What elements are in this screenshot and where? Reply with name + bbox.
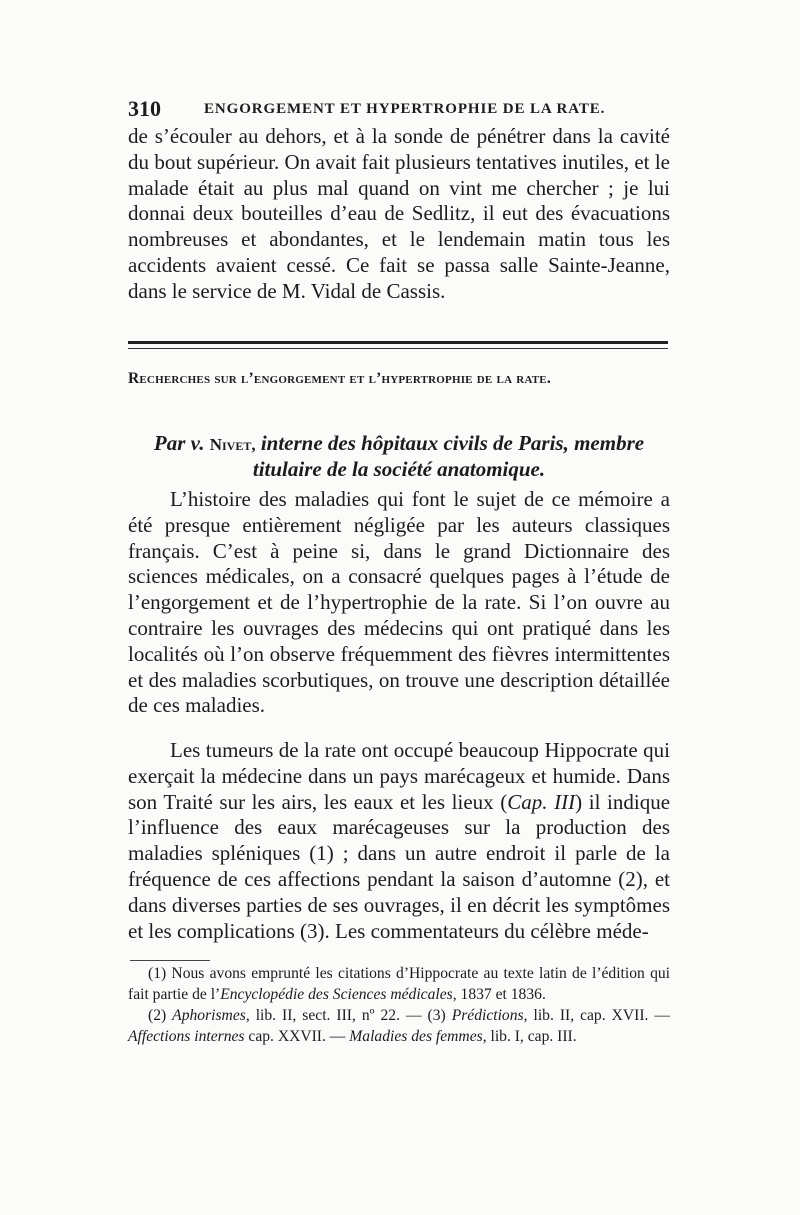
byline-author: Nivet,	[209, 435, 256, 454]
footnote-1-title: Encyclopédie des Sciences médicales	[220, 986, 453, 1003]
footnote-2-affections: Affections internes	[128, 1028, 245, 1045]
chapter-reference: Cap. III	[507, 789, 576, 814]
byline	[128, 431, 670, 482]
footnote-2	[128, 1005, 670, 1047]
running-head: ENGORGEMENT ET HYPERTROPHIE DE LA RATE.	[204, 101, 606, 117]
footnote-rule	[130, 960, 210, 961]
footnotes	[128, 963, 670, 1047]
footnote-2-ref2: , lib. II, cap. XVII. —	[523, 1007, 670, 1024]
paragraph-hippocrate-part1: Les tumeurs de la rate ont occupé beaucoup Hippocrate qui exerçait la médecine dans un pays marécageux et humide. Dans son Traité sur les airs, les eaux et les lieux (	[128, 738, 670, 814]
section-title: Recherches sur l’engorgement et l’hypertrophie de la rate.	[128, 370, 551, 387]
paragraph-hippocrate-part2: ) il indique l’influence des eaux marécageuses sur la production des maladies spléniques (1) ; dans un autre endroit il parle de la fréquence de ces affections pendant la saison d’automne (2), et dans diverses parties de ses ouvrages, il en décrit les symptômes et les complications (3). Les commentateurs du célèbre méde-	[128, 789, 671, 943]
page-number: 310	[128, 96, 161, 121]
footnote-1	[128, 963, 670, 1005]
paragraph-hippocrate	[128, 738, 670, 944]
footnote-2-ref4: , lib. I, cap. III.	[482, 1028, 577, 1045]
byline-affiliation: interne des hôpitaux civils de Paris, membre	[255, 431, 645, 455]
paragraph-intro: L’histoire des maladies qui font le sujet de ce mémoire a été presque entièrement négligée par les auteurs classiques français. C’est à peine si, dans le grand Dictionnaire des sciences médicales, on a consacré quelques pages à l’étude de l’engorgement et de l’hypertrophie de la rate. Si l’on ouvre au contraire les ouvrages des médecins qui ont pratiqué dans les localités où l’on observe fréquemment des fièvres intermittentes et des maladies scorbutiques, on trouve une description détaillée de ces maladies.	[128, 487, 670, 718]
paragraph-continuation: de s’écouler au dehors, et à la sonde de pénétrer dans la cavité du bout supérieur. On avait fait plusieurs tentatives inutiles, et le malade était au plus mal quand on vint me chercher ; je lui donnai deux bouteilles d’eau de Sedlitz, il eut des évacuations nombreuses et abondantes, et le lendemain matin tous les accidents avaient cessé. Ce fait se passa salle Sainte-Jeanne, dans le service de M. Vidal de Cassis.	[128, 124, 670, 303]
footnote-2-predictions: Prédictions	[451, 1007, 524, 1024]
footnote-2-aphorismes: Aphorismes	[172, 1007, 246, 1024]
footnote-1-text: (1) Nous avons emprunté les citations d’Hippocrate au texte latin de l’édition qui fait partie de l’	[128, 965, 670, 1003]
section-divider-thin	[128, 348, 668, 349]
footnote-2-marker: (2)	[148, 1007, 173, 1024]
page-header	[128, 96, 668, 126]
byline-society: titulaire de la société anatomique.	[252, 457, 546, 481]
footnote-2-ref3: cap. XXVII. —	[244, 1028, 350, 1045]
section-divider-thick	[128, 341, 668, 344]
byline-prefix: Par v.	[153, 431, 210, 455]
footnote-2-maladies: Maladies des femmes	[349, 1028, 483, 1045]
footnote-2-ref1: , lib. II, sect. III, nº 22. — (3)	[245, 1007, 452, 1024]
footnote-1-date: , 1837 et 1836.	[452, 986, 546, 1003]
